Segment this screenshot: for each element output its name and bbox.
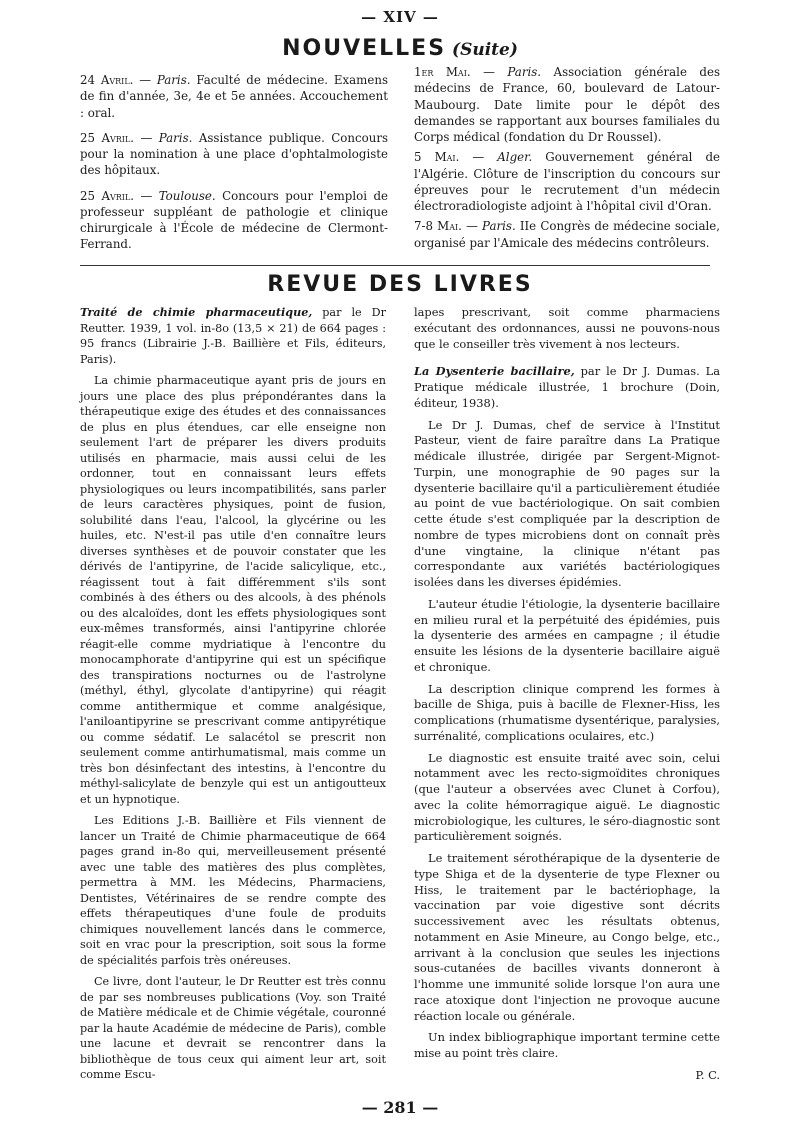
news-item: 24 Avril. — Paris. Faculté de médecine. Examens de fin d'année, 3e, 4e et 5e années. Accouchement : oral. (80, 73, 388, 120)
news-item: 25 Avril. — Toulouse. Concours pour l'emploi de professeur suppléant de pathologie et clinique chirurgicale à l'École de médecine de Clermont-Ferrand. (80, 188, 388, 252)
review-2-signature: P. C. (695, 1067, 720, 1082)
news-item: 1er Mai. — Paris. Association générale des médecins de France, 60, boulevard de Latour-Maubourg. Date limite pour le dépôt des demandes se rapportant aux bourses familiales du Corps médical (fondation du Dr Roussel). (414, 65, 720, 144)
news-item: 7-8 Mai. — Paris. IIe Congrès de médecine sociale, organisé par l'Amicale des médecins contrôleurs. (414, 219, 720, 250)
news-column-right (414, 64, 720, 255)
page-roman-number: — XIV — (361, 8, 439, 26)
review-2-paragraph: Le Dr J. Dumas, chef de service à l'Institut Pasteur, vient de faire paraître dans La Pratique médicale illustrée, dirigée par Sergent-Mignot-Turpin, une monographie de 90 pages sur la dysenterie bacillaire qu'il a particulièrement étudiée au point de vue bactériologique. On sait combien cette étude s'est compliquée par la description de nombre de types microbiens dont on connaît près d'une vingtaine, la clinique n'étant pas correspondante aux variétés bactériologiques isolées dans les diverses épidémies. (414, 417, 720, 589)
review-1-paragraph: Les Editions J.-B. Baillière et Fils viennent de lancer un Traité de Chimie pharmaceutique de 664 pages grand in-8o qui, merveilleusement présenté avec une table des matières des plus complètes, permettra à MM. les Médecins, Pharmaciens, Dentistes, Vétérinaires de se rendre compte des effets thérapeutiques d'une foule de produits chimiques nouvellement lancés dans le commerce, soit en vrac pour la prescription, soit sous la forme de spécialités parfois très onéreuses. (80, 814, 386, 967)
section-title: NOUVELLES (282, 36, 447, 61)
review-column-left (80, 305, 386, 1089)
review-2-paragraph: Le diagnostic est ensuite traité avec soin, celui notamment avec les recto-sigmoïdites chroniques (que l'auteur a observées avec Clunet à Corfou), avec la colite hémorragique aiguë. Le diagnostic microbiologique, les cultures, le séro-diagnostic sont particulièrement soignés. (414, 750, 720, 844)
news-item: 25 Avril. — Paris. Assistance publique. Concours pour la nomination à une place d'ophtalmologiste des hôpitaux. (80, 130, 389, 178)
section-divider (80, 265, 710, 266)
news-item: 5 Mai. — Alger. Gouvernement général de l'Algérie. Clôture de l'inscription du concours sur épreuves pour le recrutement d'un médecin électroradiologiste adjoint à l'hôpital civil d'Oran. (414, 150, 721, 213)
section-header (0, 36, 800, 61)
review-1-paragraph: Ce livre, dont l'auteur, le Dr Reutter est très connu de par ses nombreuses publications (Voy. son Traité de Matière médicale et de Chimie végétale, couronné par la haute Académie de médecine de Paris), comble une lacune et devrait se rencontrer dans la bibliothèque de tous ceux qui aiment leur art, soit comme Escu- (80, 975, 386, 1081)
news-column-left (80, 72, 388, 262)
review-1-heading: Traité de chimie pharmaceutique, par le Dr Reutter. 1939, 1 vol. in-8o (13,5 × 21) de 664 pages : 95 francs (Librairie J.-B. Baillière et Fils, éditeurs, Paris). (80, 305, 386, 366)
review-2-paragraph: Un index bibliographique important termine cette mise au point très claire. (414, 1030, 720, 1060)
review-2-paragraph: Le traitement sérothérapique de la dysenterie de type Shiga et de la dysenterie de type Flexner ou Hiss, le traitement par le bactériophage, la vaccination par voie digestive sont décrits successivement avec les résultats obtenus, notamment en Asie Mineure, au Congo belge, etc., arrivant à la conclusion que seules les injections sous-cutanées de bacilles vivants donneront à l'homme une immunité solide lorsque l'on aura une race atoxique dont l'injection ne provoque aucune réaction locale ou générale. (414, 851, 720, 1023)
review-2-paragraph: La description clinique comprend les formes à bacille de Shiga, puis à bacille de Flexner-Hiss, les complications (rhumatisme dysentérique, paralysies, surrénalité, complications oculaires, etc.) (414, 681, 720, 743)
page-number: — 281 — (361, 1098, 439, 1117)
review-section-title: REVUE DES LIVRES (267, 272, 533, 297)
review-2-heading: La Dysenterie bacillaire, par le Dr J. Dumas. La Pratique médicale illustrée, 1 brochure (Doin, éditeur, 1938). (414, 364, 721, 410)
review-1-continuation: lapes prescrivant, soit comme pharmaciens exécutant des ordonnances, aussi ne pouvons-nous que le conseiller très vivement à nos lecteurs. (414, 305, 720, 351)
review-column-right (414, 305, 720, 1090)
section-suffix: (Suite) (452, 40, 518, 60)
review-1-paragraph: La chimie pharmaceutique ayant pris de jours en jours une place des plus prépondérantes dans la thérapeutique exige des études et des connaissances de plus en plus étendues, car elle enseigne non seulement l'art de préparer les divers produits utilisés en pharmacie, mais aussi celui de les ordonner, tout en connaissant leurs effets physiologiques ou leurs incompatibilités, sans parler de leurs caractères physiques, point de fusion, solubilité dans l'eau, l'alcool, la glycérine ou les huiles, etc. N'est-il pas utile d'en connaître leurs diverses synthèses et de pouvoir constater que les dérivés de l'antipyrine, de l'acide salicylique, etc., réagissent tout à fait différemment s'ils sont combinés à des éthers ou des alcools, à des phénols ou des alcaloïdes, dont les effets physiologiques sont eux-mêmes transformés, ainsi l'antipyrine chlorée réagit-elle comme mydriatique à l'encontre du monocamphorate d'antipyrine qui est un spécifique des transpirations nocturnes ou de l'astrolyne (méthyl, éthyl, glycolate d'antipyrine) qui réagit comme antithermique et comme analgésique, l'aniloantipyrine se prescrivant comme antipyrétique ou comme sédatif. Le salacétol se prescrit non seulement comme antirhumatismal, mais comme un très bon désinfectant des intestins, à l'encontre du méthyl-salicylate de benzyle qui est un antigoutteux et un hypnotique. (80, 374, 386, 806)
review-2-paragraph: L'auteur étudie l'étiologie, la dysenterie bacillaire en milieu rural et la perpétuité des épidémies, puis la dysenterie des armées en campagne ; il étudie ensuite les lésions de la dysenterie bacillaire aiguë et chronique. (414, 596, 720, 674)
